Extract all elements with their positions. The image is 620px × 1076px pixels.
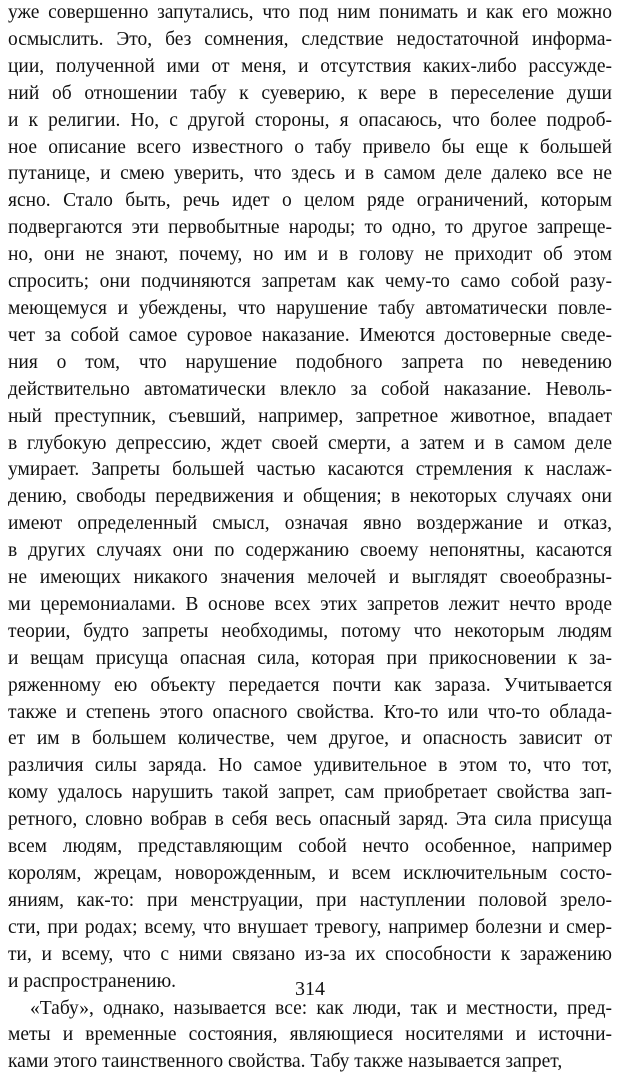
text-line: меты и временные состояния, являющиеся носителями и источни- <box>8 1024 612 1046</box>
text-line: ясно. Стало быть, речь идет о целом ряде ограничений, которым <box>8 190 612 212</box>
text-line: также и степень этого опасного свойства. Кто-то или что-то облада- <box>8 701 612 723</box>
text-line: дению, свободы передвижения и общения; в некоторых случаях они <box>8 486 612 508</box>
text-line: не имеющих никакого значения мелочей и выглядят своеобразны- <box>8 567 612 589</box>
text-line: и распространению. <box>8 970 177 992</box>
text-line: меющемуся и убеждены, что нарушение табу автоматически повле- <box>8 297 612 319</box>
text-line: ное описание всего известного о табу привело бы еще к большей <box>8 136 612 158</box>
text-line: ет им в большем количестве, чем другое, и опасность зависит от <box>8 728 612 750</box>
text-line: и вещам присуща опасная сила, которая при прикосновении к за- <box>8 647 612 669</box>
body-text <box>8 0 612 1076</box>
text-line: ний об отношении табу к суеверию, к вере в переселение души <box>8 82 612 104</box>
text-line: всем людям, представляющим собой нечто особенное, например <box>8 836 612 858</box>
text-line: но, они не знают, почему, но им и в голову не приходит об этом <box>8 244 612 266</box>
text-line: путанице, и смею уверить, что здесь и в самом деле далеко все не <box>8 163 612 185</box>
text-line: ками этого таинственного свойства. Табу также называется запрет, <box>8 1051 563 1073</box>
paragraph <box>8 0 612 996</box>
text-line: кому удалось нарушить такой запрет, сам приобретает свойства зап- <box>8 782 612 804</box>
text-line: ми церемониалами. В основе всех этих запретов лежит нечто вроде <box>8 593 612 615</box>
text-line: спросить; они подчиняются запретам как чему-то само собой разу- <box>8 271 612 293</box>
text-line: королям, жрецам, новорожденным, и всем исключительным состо- <box>8 863 612 884</box>
text-line: «Табу», однако, называется все: как люди, так и местности, пред- <box>30 997 612 1019</box>
text-line: яниям, как-то: при менструации, при наступлении половой зрело- <box>8 889 612 911</box>
text-line: теории, будто запреты необходимы, потому что некоторым людям <box>8 620 612 642</box>
text-line: сти, при родах; всему, что внушает тревогу, например болезни и смер- <box>8 916 612 938</box>
text-line: ния о том, что нарушение подобного запрета по неведению <box>8 351 612 373</box>
text-line: умирает. Запреты большей частью касаются стремления к наслаж- <box>8 459 612 481</box>
text-line: имеют определенный смысл, означая явно воздержание и отказ, <box>8 513 612 535</box>
text-line: и к религии. Но, с другой стороны, я опасаюсь, что более подроб- <box>8 109 612 131</box>
text-line: ный преступник, съевший, например, запретное животное, впадает <box>8 405 612 427</box>
text-line: уже совершенно запутались, что под ним понимать и как его можно <box>8 2 612 23</box>
text-line: в глубокую депрессию, ждет своей смерти, а затем и в самом деле <box>8 432 612 454</box>
text-line: различия силы заряда. Но самое удивительное в этом то, что тот, <box>8 755 612 777</box>
text-line: ти, и всему, что с ними связано из-за их способности к заражению <box>8 943 612 965</box>
text-line: ретного, словно вобрав в себя весь опасный заряд. Эта сила присуща <box>8 809 612 831</box>
page-number: 314 <box>295 978 325 1000</box>
text-line: осмыслить. Это, без сомнения, следствие недостаточной информа- <box>8 28 612 50</box>
text-line: действительно автоматически влекло за собой наказание. Неволь- <box>8 378 612 400</box>
text-line: ции, полученной ими от меня, и отсутствия каких-либо рассужде- <box>8 55 612 77</box>
text-line: чет за собой самое суровое наказание. Имеются достоверные сведе- <box>8 324 612 346</box>
text-line: ряженному ею объекту передается почти как зараза. Учитывается <box>8 674 612 696</box>
text-line: подвергаются эти первобытные народы; то одно, то другое запреще- <box>8 217 612 239</box>
text-line: в других случаях они по содержанию своему непонятны, касаются <box>8 540 612 562</box>
paragraph <box>8 996 612 1076</box>
